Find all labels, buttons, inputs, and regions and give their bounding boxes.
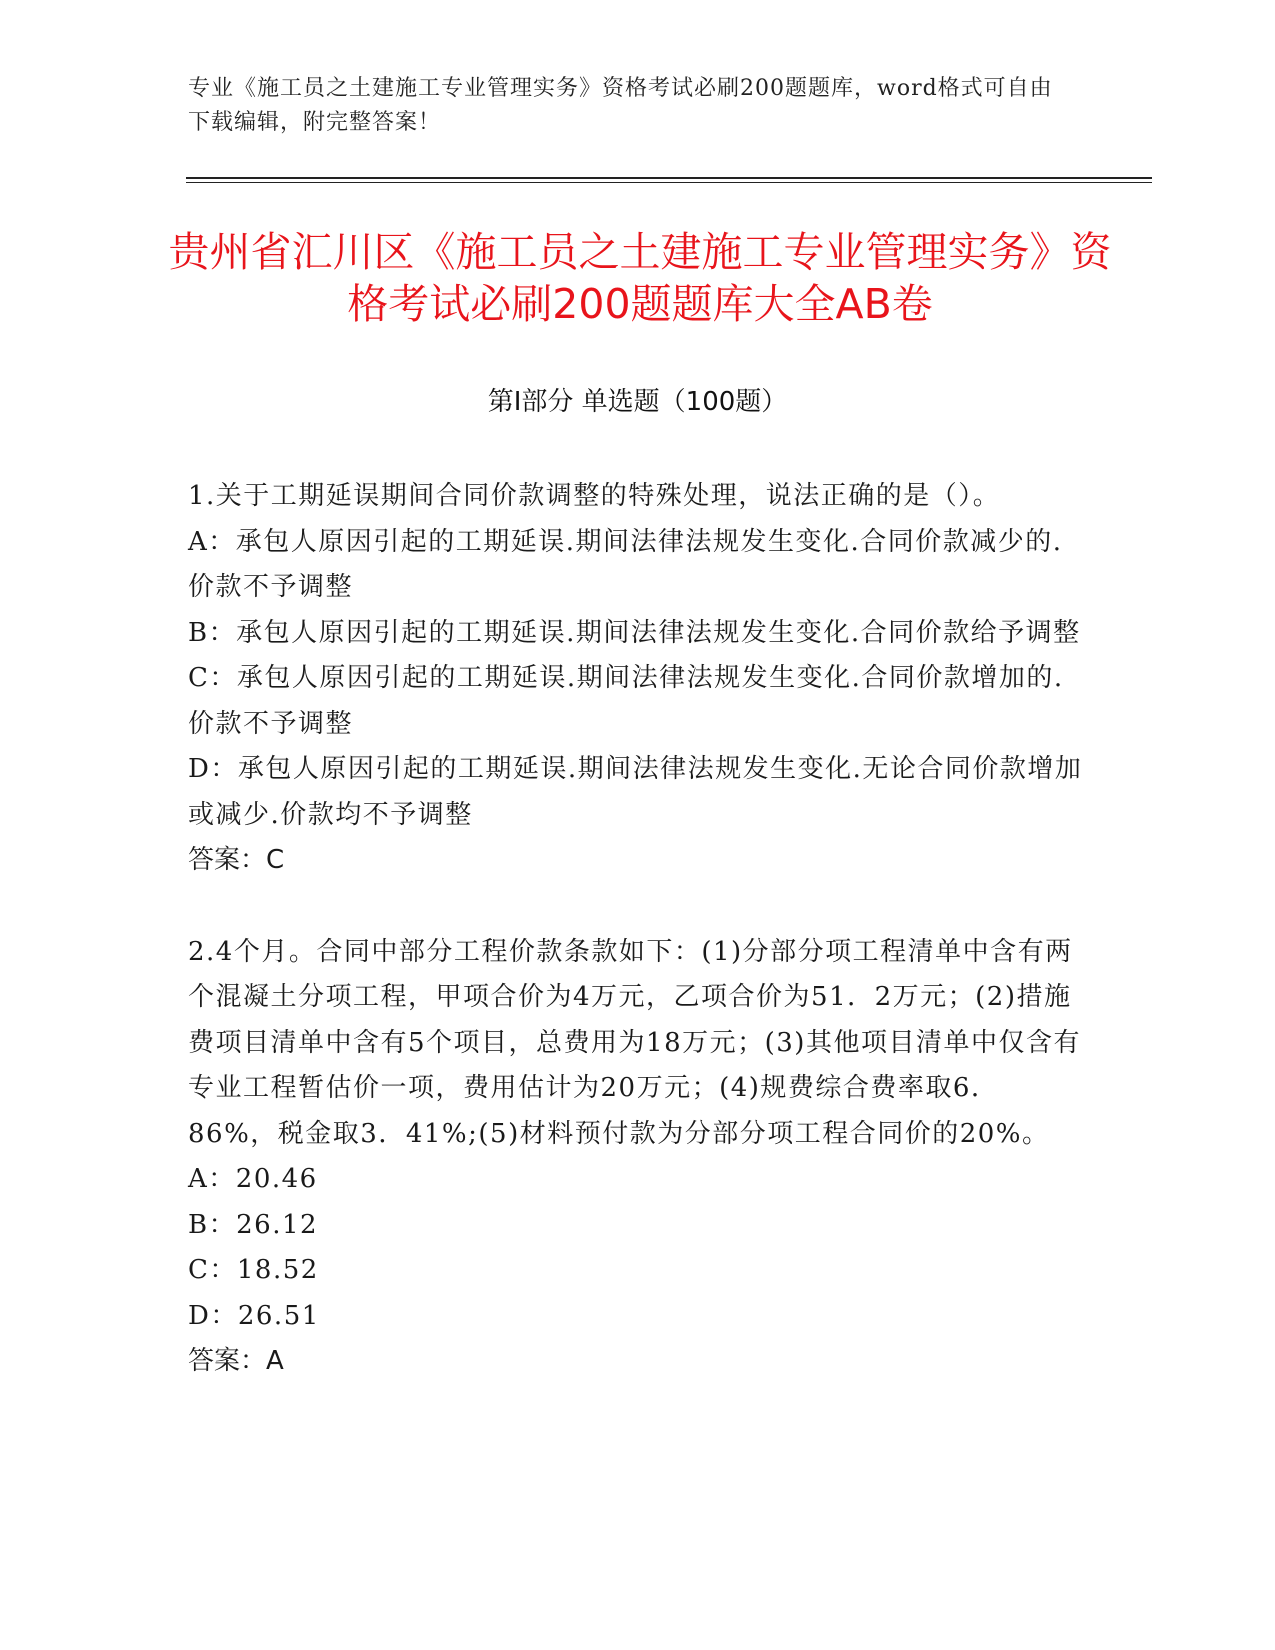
- option-d: D：26.51: [188, 1300, 320, 1331]
- header-divider-thin: [186, 182, 1152, 183]
- header-divider-thick: [186, 177, 1152, 179]
- question-2: [188, 930, 1088, 1385]
- option-c: C：18.52: [188, 1255, 319, 1285]
- question-1: [188, 474, 1088, 884]
- answer: 答案：C: [188, 845, 285, 875]
- question-list: [188, 474, 1088, 1431]
- option-b: B：26.12: [188, 1209, 319, 1240]
- option-a: A：承包人原因引起的工期延误.期间法律法规发生变化.合同价款减少的.价款不予调整: [188, 526, 1063, 602]
- section-heading: 第I部分 单选题（100题）: [487, 387, 788, 417]
- question-stem: 2.4个月。合同中部分工程价款条款如下：(1)分部分项工程清单中含有两个混凝土分项工程，甲项合价为4万元，乙项合价为51．2万元；(2)措施费项目清单中含有5个项目，总费用为18万元；(3)其他项目清单中仅含有专业工程暂估价一项，费用估计为20万元；(4)规费综合费率取6．86%，税金取3．41%;(5)材料预付款为分部分项工程合同价的20%。: [188, 936, 1081, 1149]
- answer: 答案：A: [188, 1346, 284, 1376]
- document-title: 贵州省汇川区《施工员之土建施工专业管理实务》资格考试必刷200题题库大全AB卷: [168, 228, 1112, 328]
- option-b: B：承包人原因引起的工期延误.期间法律法规发生变化.合同价款给予调整: [188, 617, 1081, 648]
- option-c: C：承包人原因引起的工期延误.期间法律法规发生变化.合同价款增加的.价款不予调整: [188, 663, 1064, 739]
- question-stem: 1.关于工期延误期间合同价款调整的特殊处理，说法正确的是（）。: [188, 481, 1001, 511]
- option-d: D：承包人原因引起的工期延误.期间法律法规发生变化.无论合同价款增加或减少.价款均不予调整: [188, 754, 1083, 830]
- header-note: 专业《施工员之土建施工专业管理实务》资格考试必刷200题题库，word格式可自由下载编辑，附完整答案！: [188, 76, 1053, 135]
- option-a: A：20.46: [188, 1164, 318, 1194]
